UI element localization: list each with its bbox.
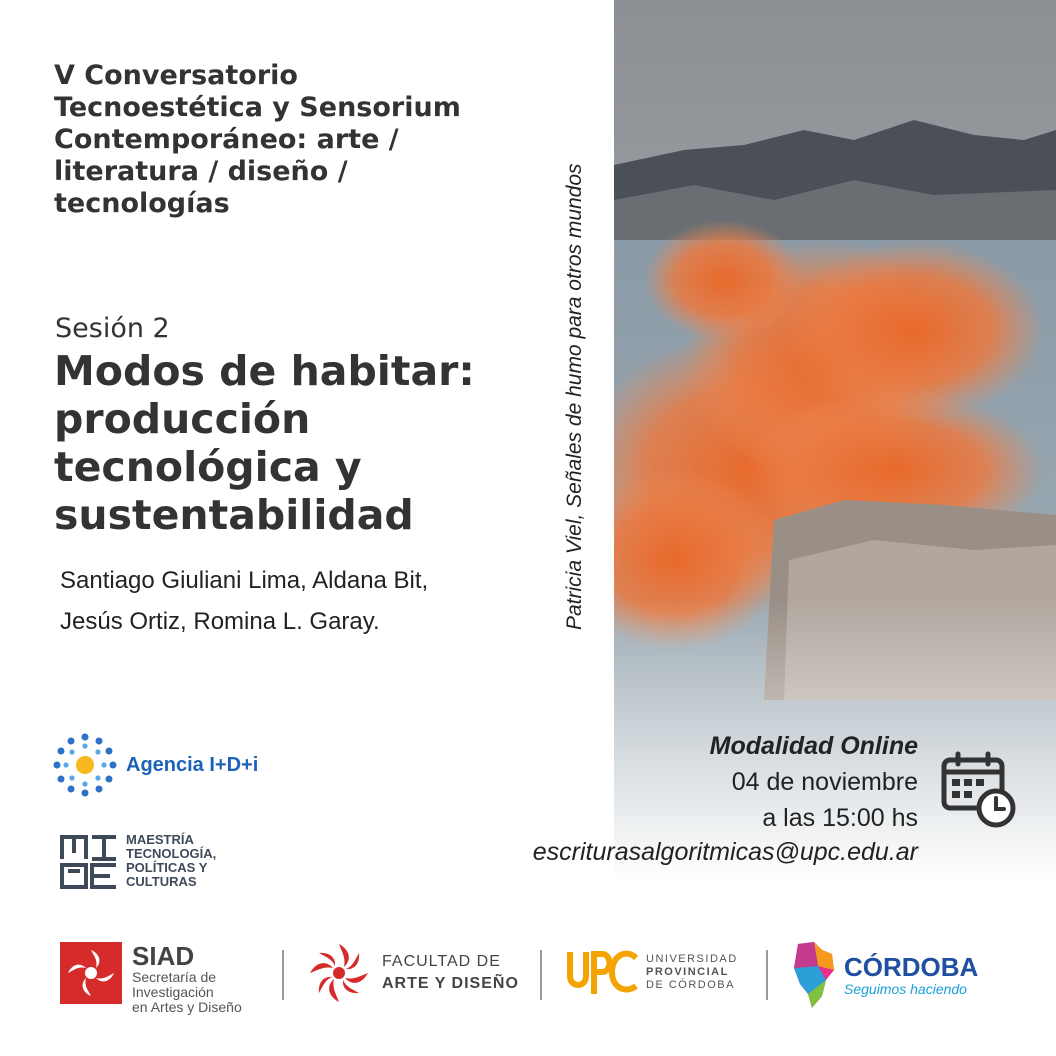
- series-title-line: Tecnoestética y Sensorium: [54, 92, 461, 123]
- session-title-line: producción: [54, 395, 311, 443]
- contact-email[interactable]: escriturasalgoritmicas@upc.edu.ar: [532, 838, 918, 866]
- session-title-line: sustentabilidad: [54, 491, 414, 539]
- cordoba-name: CÓRDOBA: [844, 952, 979, 982]
- series-title-line: V Conversatorio: [54, 60, 298, 91]
- siad-line: Investigación: [132, 984, 214, 1000]
- maestria-mark-icon: [60, 833, 118, 891]
- agencia-logo: [52, 732, 258, 798]
- fad-mark-icon: [308, 942, 370, 1004]
- session-label: Sesión 2: [55, 313, 170, 344]
- cordoba-map-icon: [792, 940, 836, 1010]
- series-title-line: Contemporáneo: arte /: [54, 124, 399, 155]
- upc-line: DE CÓRDOBA: [646, 978, 735, 991]
- maestria-logo: [60, 833, 216, 891]
- maestria-name: [126, 833, 216, 889]
- siad-logo: [60, 942, 242, 1015]
- logo-divider: [540, 950, 542, 1000]
- fad-logo: [308, 942, 519, 1004]
- authors: [60, 560, 428, 642]
- upc-line: UNIVERSIDAD: [646, 952, 738, 965]
- footer-logos: [0, 930, 1056, 1030]
- event-time: a las 15:00 hs: [762, 804, 918, 832]
- event-date: 04 de noviembre: [731, 768, 918, 796]
- session-title-line: tecnológica y: [54, 443, 362, 491]
- siad-text: [132, 942, 242, 1015]
- upc-mark-icon: [566, 948, 640, 996]
- authors-line: Jesús Ortiz, Romina L. Garay.: [60, 608, 380, 635]
- siad-name: SIAD: [132, 941, 195, 971]
- logo-divider: [766, 950, 768, 1000]
- maestria-line: CULTURAS: [126, 874, 197, 889]
- photo-credit: Patricia Viel, Señales de humo para otros mundos: [563, 163, 586, 630]
- event-modality: Modalidad Online: [709, 732, 918, 760]
- upc-text: [646, 953, 738, 992]
- authors-line: Santiago Giuliani Lima, Aldana Bit,: [60, 567, 429, 594]
- maestria-line: MAESTRÍA: [126, 832, 194, 847]
- event-info: [710, 728, 918, 836]
- upc-logo: [566, 948, 738, 996]
- maestria-line: POLÍTICAS Y: [126, 860, 208, 875]
- upc-line: PROVINCIAL: [646, 965, 729, 978]
- agencia-sun-icon: [52, 732, 118, 798]
- logo-divider: [282, 950, 284, 1000]
- calendar-clock-icon: [940, 750, 1018, 834]
- siad-mark-icon: [60, 942, 122, 1004]
- series-title: [54, 60, 574, 220]
- fad-line: ARTE Y DISEÑO: [382, 975, 519, 992]
- session-title-line: Modos de habitar:: [54, 347, 475, 395]
- maestria-line: TECNOLOGÍA,: [126, 846, 217, 861]
- session-title: [54, 347, 574, 539]
- cordoba-tagline: Seguimos haciendo: [844, 981, 967, 997]
- cordoba-logo: [792, 940, 978, 1010]
- cordoba-text: [844, 953, 978, 997]
- fad-text: [382, 951, 519, 995]
- agencia-name: Agencia I+D+i: [126, 753, 259, 776]
- siad-line: Secretaría de: [132, 969, 217, 985]
- fad-line: FACULTAD DE: [382, 953, 501, 970]
- series-title-line: tecnologías: [54, 188, 230, 219]
- series-title-line: literatura / diseño /: [54, 156, 348, 187]
- siad-line: en Artes y Diseño: [132, 999, 242, 1015]
